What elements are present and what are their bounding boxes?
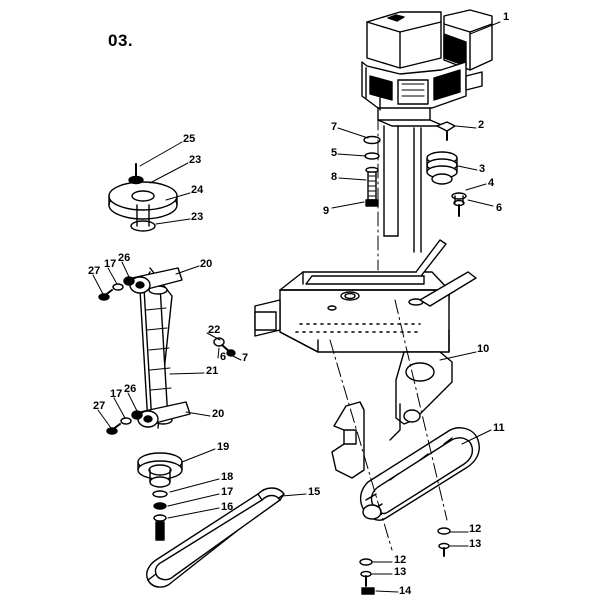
callout-6: 6 — [496, 202, 503, 214]
callout-7: 7 — [331, 121, 338, 133]
callout-26: 26 — [118, 252, 131, 264]
callout-2: 2 — [478, 119, 485, 131]
callout-16: 16 — [221, 501, 234, 513]
callout-1: 1 — [503, 11, 510, 23]
plate-number-label: 03. — [108, 31, 134, 50]
callout-21: 21 — [206, 365, 219, 377]
main-chassis-body — [255, 240, 476, 352]
callout-24: 24 — [191, 184, 204, 196]
callout-15: 15 — [308, 486, 321, 498]
callout-23b: 23 — [191, 211, 204, 223]
part-3-coupler — [427, 152, 457, 184]
callout-20b: 20 — [212, 408, 225, 420]
callout-27: 27 — [88, 265, 101, 277]
callout-20: 20 — [200, 258, 213, 270]
callout-7b: 7 — [242, 352, 249, 364]
part-2-bolt — [437, 122, 455, 140]
callout-6b: 6 — [220, 351, 227, 363]
callout-12: 12 — [469, 523, 482, 535]
part-15-belt — [147, 488, 284, 587]
parts-26-17-27-upper — [99, 277, 134, 300]
callout-5: 5 — [331, 147, 338, 159]
callout-22: 22 — [208, 324, 221, 336]
callout-18: 18 — [221, 471, 234, 483]
callout-4: 4 — [488, 177, 495, 189]
callout-25: 25 — [183, 133, 196, 145]
part-19-lower-pulley — [138, 453, 182, 540]
parts-4-5-6-fasteners — [452, 193, 466, 216]
callout-19: 19 — [217, 441, 230, 453]
callout-10: 10 — [477, 343, 490, 355]
parts-26-17-27-lower — [107, 411, 142, 434]
vertical-shaft-column — [384, 126, 421, 252]
callout-3: 3 — [479, 163, 486, 175]
callout-12b: 12 — [394, 554, 407, 566]
callout-8: 8 — [331, 171, 338, 183]
engine-assembly — [362, 10, 492, 126]
part-10-arm — [390, 352, 452, 440]
callout-17c: 17 — [104, 258, 117, 270]
callout-26b: 26 — [124, 383, 137, 395]
callout-17: 17 — [221, 486, 234, 498]
callout-27b: 27 — [93, 400, 106, 412]
callout-13: 13 — [469, 538, 482, 550]
callout-11: 11 — [493, 422, 505, 434]
callout-23: 23 — [189, 154, 202, 166]
callout-14: 14 — [399, 585, 412, 597]
callout-9: 9 — [323, 205, 330, 217]
callout-13b: 13 — [394, 566, 407, 578]
callout-17d: 17 — [110, 388, 123, 400]
